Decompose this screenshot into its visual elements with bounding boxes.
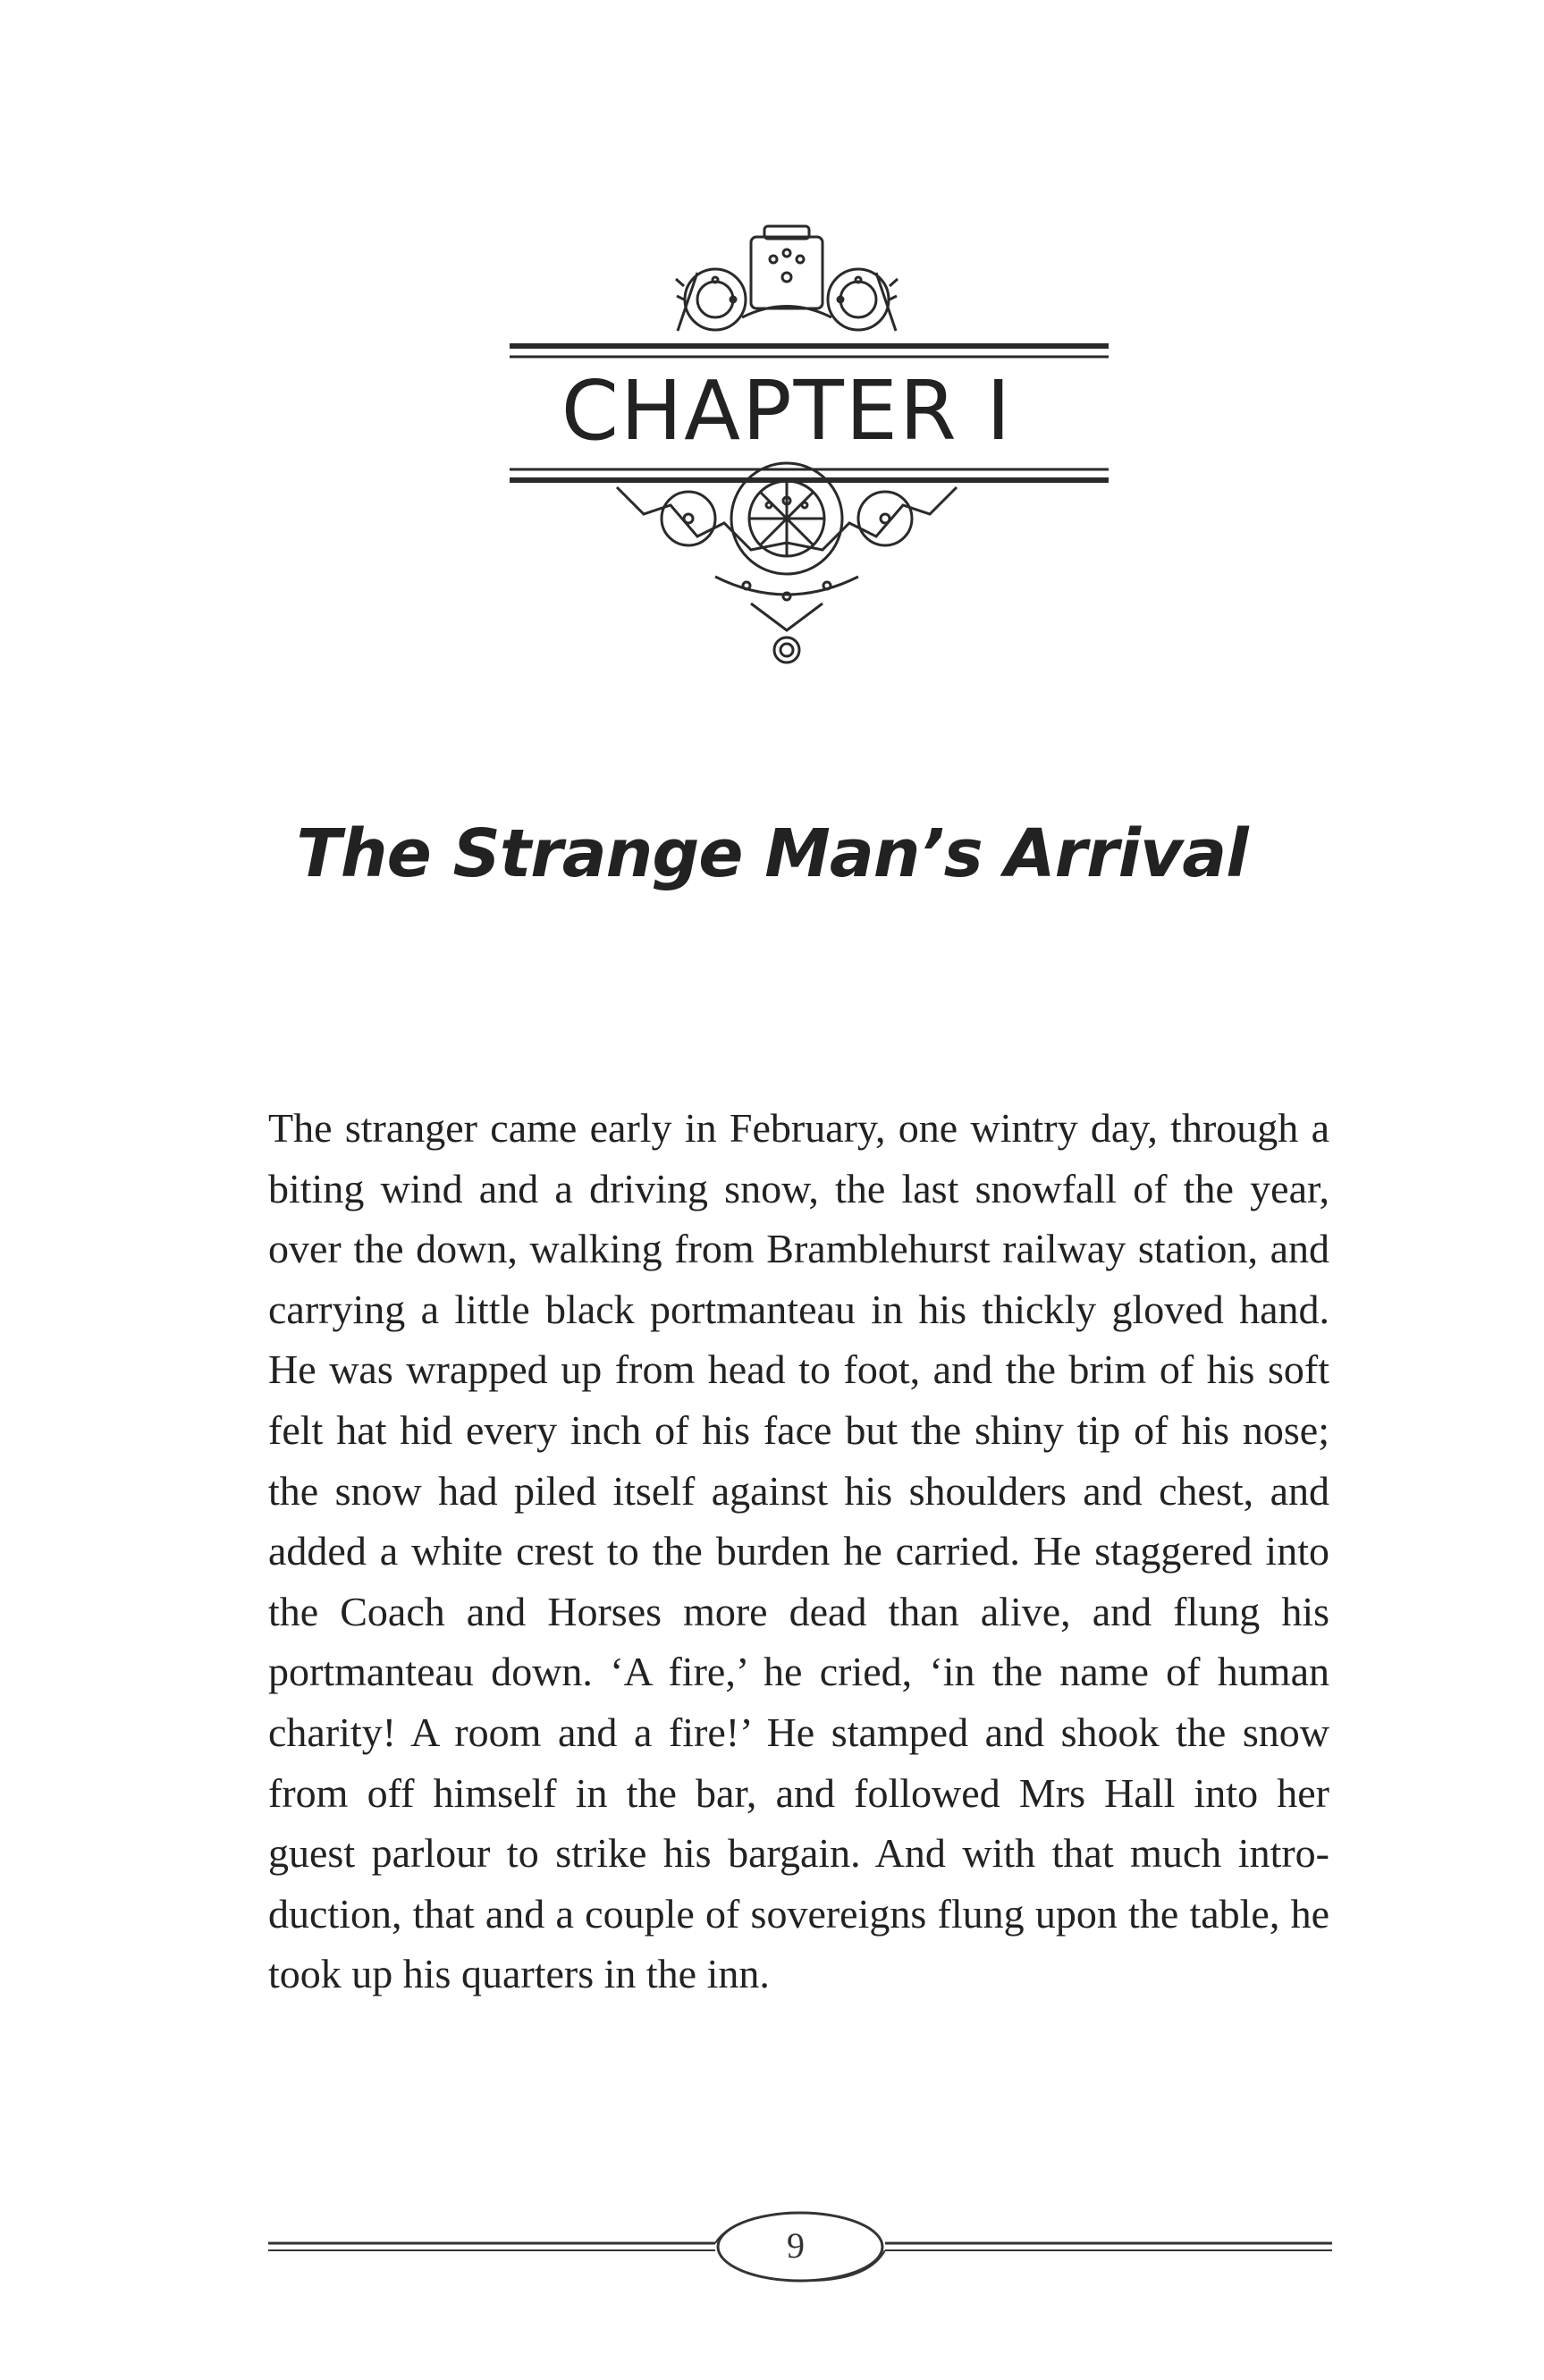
chapter-heading: CHAPTER I bbox=[561, 363, 1013, 459]
body-paragraph: The stranger came early in February, one wintry day, through a biting wind and a driving snow, the last snowfall of the year, over the down, walking from Bramblehurst railway station, and carrying a little black portmanteau in his thickly gloved hand. He was wrapped up from head to foot, and the brim of his soft felt hat hid every inch of his face but the shiny tip of his nose; the snow had piled itself against his shoulders and chest, and added a white crest to the burden he carried. He staggered into the Coach and Horses more dead than alive, and flung his portmanteau down. ‘A fire,’ he cried, ‘in the name of human charity! A room and a fire!’ He stamped and shook the snow from off himself in the bar, and followed Mrs Hall into her guest parlour to strike his bargain. And with that much intro-duction, that and a couple of sovereigns flung upon the table, he took up his quarters in the inn. bbox=[268, 1105, 1329, 1997]
page-number: 9 bbox=[787, 2225, 805, 2266]
top-gears-decoration bbox=[676, 226, 898, 331]
bottom-gears-decoration bbox=[617, 463, 957, 663]
chapter-subtitle: The Strange Man’s Arrival bbox=[296, 815, 1248, 892]
